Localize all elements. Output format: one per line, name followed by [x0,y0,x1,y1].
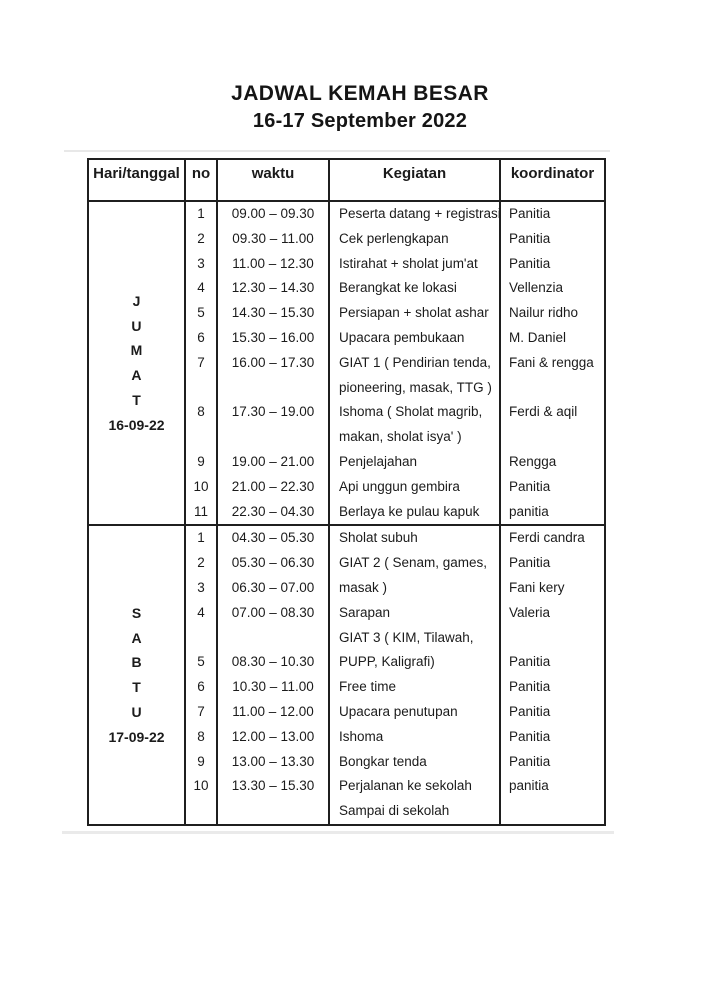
table-row [186,500,604,525]
cell-activity: Sholat subuh [330,526,501,551]
section-lines [186,526,604,824]
cell-no [186,376,218,401]
cell-time: 06.30 – 07.00 [218,576,330,601]
table-row [186,576,604,601]
table-row [186,750,604,775]
cell-time: 09.00 – 09.30 [218,202,330,227]
cell-time: 11.00 – 12.00 [218,700,330,725]
cell-no: 2 [186,227,218,252]
day-section-sabtu [89,526,604,824]
cell-activity: pioneering, masak, TTG ) [330,376,501,401]
cell-activity: Sampai di sekolah [330,799,501,824]
cell-activity: Persiapan + sholat ashar [330,301,501,326]
cell-activity: GIAT 3 ( KIM, Tilawah, [330,626,501,651]
cell-time: 07.00 – 08.30 [218,601,330,626]
table-header-row [89,160,604,202]
day-letter: A [131,367,142,384]
cell-activity: Istirahat + sholat jum'at [330,252,501,277]
day-letter: T [132,391,141,408]
table-row [186,551,604,576]
header-cell-time: waktu [218,160,330,200]
cell-time: 16.00 – 17.30 [218,351,330,376]
cell-no: 7 [186,700,218,725]
cell-coordinator: Ferdi & aqil [509,404,578,420]
cell-coordinator: Panitia [509,255,551,271]
cell-activity: Upacara penutupan [330,700,501,725]
cell-time: 08.30 – 10.30 [218,650,330,675]
day-letter: A [131,629,142,646]
cell-activity: Berlaya ke pulau kapuk [330,500,501,525]
cell-coordinator: Valeria [509,604,551,620]
cell-coordinator: panitia [509,503,549,519]
day-letter: S [131,604,142,621]
table-row [186,301,604,326]
scan-shadow-bottom [62,831,614,834]
cell-coordinator: Fani kery [509,579,565,595]
cell-no: 6 [186,326,218,351]
cell-no: 9 [186,450,218,475]
cell-coordinator [501,799,604,824]
table-row [186,725,604,750]
cell-no: 1 [186,202,218,227]
cell-no: 5 [186,301,218,326]
cell-activity: Free time [330,675,501,700]
cell-coordinator: Vellenzia [509,280,564,296]
cell-no: 1 [186,526,218,551]
table-row [186,326,604,351]
cell-no: 7 [186,351,218,376]
cell-coordinator: M. Daniel [509,329,567,345]
cell-no [186,425,218,450]
cell-activity: masak ) [330,576,501,601]
table-row [186,276,604,301]
cell-no: 8 [186,400,218,425]
table-row [186,425,604,450]
scan-shadow-top [64,150,610,152]
day-letter: J [132,292,141,309]
cell-coordinator: Panitia [509,654,551,670]
cell-coordinator: Panitia [509,728,551,744]
table-row [186,475,604,500]
cell-activity: GIAT 2 ( Senam, games, [330,551,501,576]
day-letters [131,289,143,413]
table-row [186,601,604,626]
schedule-table [87,158,606,826]
cell-time: 22.30 – 04.30 [218,500,330,525]
cell-coordinator: Fani & rengga [509,354,594,370]
cell-time: 21.00 – 22.30 [218,475,330,500]
table-row [186,252,604,277]
cell-time: 04.30 – 05.30 [218,526,330,551]
table-row [186,650,604,675]
cell-activity: makan, sholat isya' ) [330,425,501,450]
cell-time: 10.30 – 11.00 [218,675,330,700]
cell-time: 15.30 – 16.00 [218,326,330,351]
day-letters [131,601,141,725]
table-row [186,376,604,401]
header-cell-day: Hari/tanggal [89,160,186,200]
table-row [186,700,604,725]
cell-coordinator: Panitia [509,753,551,769]
cell-time: 17.30 – 19.00 [218,400,330,425]
cell-activity: Bongkar tenda [330,750,501,775]
cell-coordinator: Panitia [509,230,551,246]
cell-coordinator: Panitia [509,555,551,571]
cell-no: 3 [186,252,218,277]
table-row [186,202,604,227]
cell-coordinator: Rengga [509,453,557,469]
table-row [186,526,604,551]
cell-activity: Api unggun gembira [330,475,501,500]
section-lines [186,202,604,524]
cell-time [218,376,330,401]
cell-time [218,425,330,450]
cell-coordinator [501,626,604,651]
cell-time: 12.00 – 13.00 [218,725,330,750]
day-cell [89,202,186,524]
cell-coordinator: Panitia [509,679,551,695]
cell-activity: PUPP, Kaligrafi) [330,650,501,675]
cell-no: 10 [186,774,218,799]
cell-activity: Berangkat ke lokasi [330,276,501,301]
cell-time: 05.30 – 06.30 [218,551,330,576]
day-letter: U [131,317,142,334]
cell-no: 4 [186,601,218,626]
cell-activity: Penjelajahan [330,450,501,475]
day-date: 16-09-22 [108,416,165,433]
cell-no: 11 [186,500,218,525]
cell-coordinator [501,425,604,450]
table-row [186,227,604,252]
header-cell-no: no [186,160,218,200]
cell-time: 13.30 – 15.30 [218,774,330,799]
cell-no [186,799,218,824]
day-letter: B [131,654,142,671]
table-row [186,351,604,376]
table-row [186,799,604,824]
cell-coordinator: Panitia [509,206,551,221]
cell-no: 6 [186,675,218,700]
page-title: JADWAL KEMAH BESAR [231,82,489,105]
cell-no: 2 [186,551,218,576]
header-cell-activity: Kegiatan [330,160,501,200]
table-row [186,774,604,799]
cell-time: 12.30 – 14.30 [218,276,330,301]
header-cell-coordinator: koordinator [510,165,595,182]
day-section-jumat [89,202,604,526]
cell-coordinator: Panitia [509,478,551,494]
cell-coordinator [501,376,604,401]
cell-time: 14.30 – 15.30 [218,301,330,326]
cell-no: 9 [186,750,218,775]
cell-activity: Sarapan [330,601,501,626]
cell-time: 19.00 – 21.00 [218,450,330,475]
cell-coordinator: Panitia [509,703,551,719]
cell-no: 4 [186,276,218,301]
cell-activity: Upacara pembukaan [330,326,501,351]
cell-coordinator: Ferdi candra [509,530,585,546]
cell-time [218,626,330,651]
cell-time [218,799,330,824]
cell-time: 11.00 – 12.30 [218,252,330,277]
cell-activity: Ishoma ( Sholat magrib, [330,400,501,425]
cell-activity: Peserta datang + registrasi [330,202,501,227]
table-row [186,400,604,425]
cell-no: 5 [186,650,218,675]
cell-activity: GIAT 1 ( Pendirian tenda, [330,351,501,376]
cell-no: 8 [186,725,218,750]
table-row [186,675,604,700]
cell-coordinator: Nailur ridho [509,305,579,321]
day-cell [89,526,186,824]
cell-no: 10 [186,475,218,500]
cell-activity: Ishoma [330,725,501,750]
cell-activity: Perjalanan ke sekolah [330,774,501,799]
day-letter: T [132,679,141,696]
cell-time: 09.30 – 11.00 [218,227,330,252]
table-row [186,626,604,651]
table-row [186,450,604,475]
cell-activity: Cek perlengkapan [330,227,501,252]
day-letter: U [131,703,142,720]
page-subtitle: 16-17 September 2022 [252,110,468,132]
day-letter: M [130,342,143,359]
cell-no: 3 [186,576,218,601]
day-date: 17-09-22 [108,728,165,745]
cell-time: 13.00 – 13.30 [218,750,330,775]
cell-no [186,626,218,651]
cell-coordinator: panitia [509,778,549,794]
